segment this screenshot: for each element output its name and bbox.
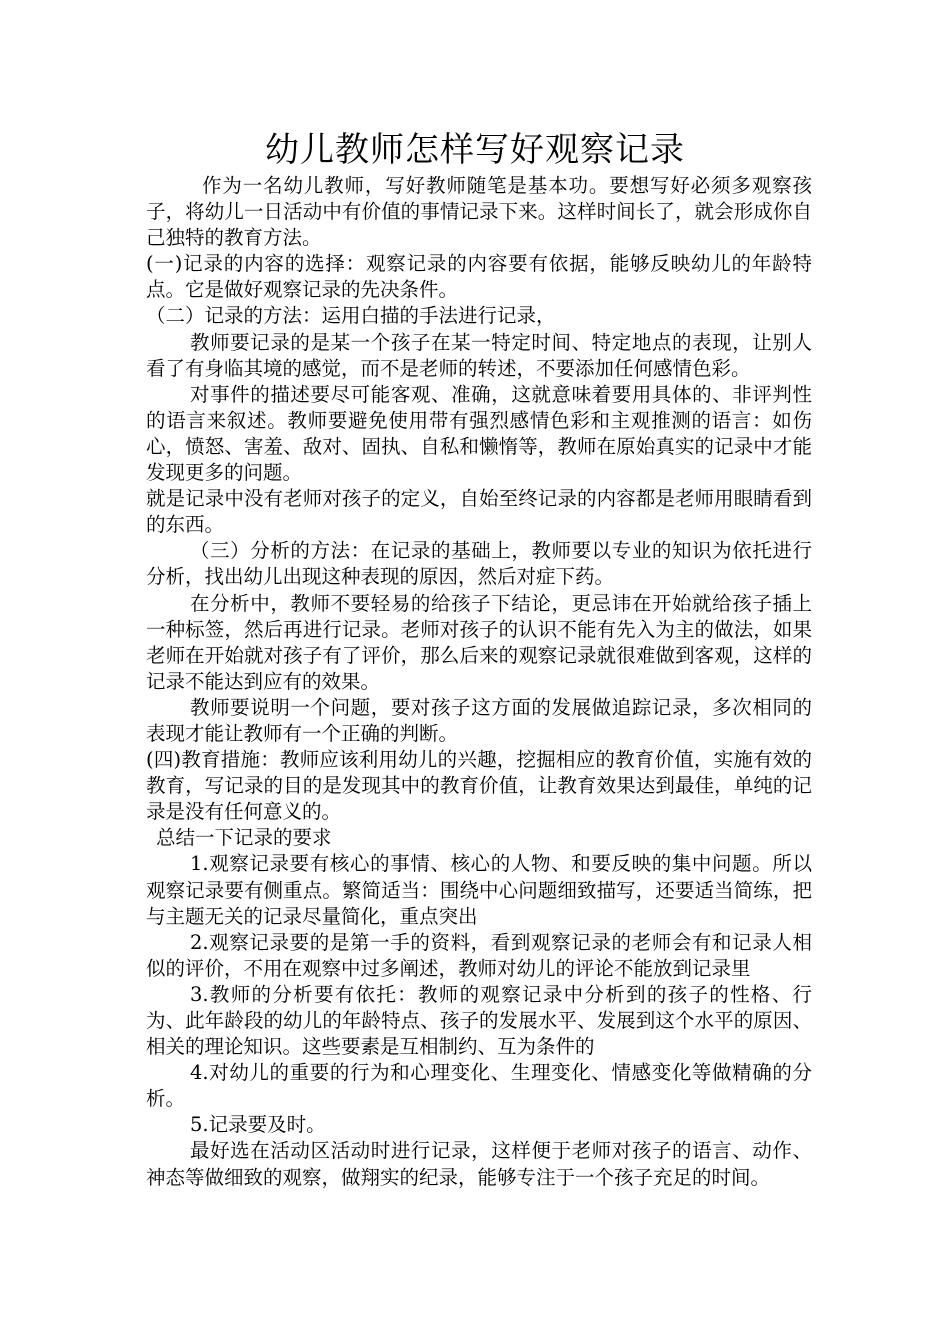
- paragraph-intro: 作为一名幼儿教师，写好教师随笔是基本功。要想写好必须多观察孩子，将幼儿一日活动中有价值的事情记录下来。这样时间长了，就会形成你自己独特的教育方法。: [146, 174, 812, 250]
- paragraph-requirement-4: 4.对幼儿的重要的行为和心理变化、生理变化、情感变化等做精确的分析。: [146, 1061, 812, 1111]
- paragraph-section-2-detail-1: 教师要记录的是某一个孩子在某一特定时间、特定地点的表现，让别人看了有身临其境的感觉，而不是老师的转述，不要添加任何感情色彩。: [146, 330, 812, 380]
- paragraph-requirement-2: 2.观察记录要的是第一手的资料，看到观察记录的老师会有和记录人相似的评价，不用在观察中过多阐述，教师对幼儿的评论不能放到记录里: [146, 930, 812, 980]
- paragraph-section-3: （三）分析的方法：在记录的基础上，教师要以专业的知识为依托进行分析，找出幼儿出现这种表现的原因，然后对症下药。: [146, 539, 812, 589]
- paragraph-summary-heading: 总结一下记录的要求: [156, 826, 332, 850]
- paragraph-requirement-5: 5.记录要及时。: [190, 1113, 326, 1137]
- paragraph-closing: 最好选在活动区活动时进行记录，这样便于老师对孩子的语言、动作、神态等做细致的观察，做翔实的纪录，能够专注于一个孩子充足的时间。: [146, 1139, 812, 1189]
- document-title: 幼儿教师怎样写好观察记录: [265, 130, 685, 170]
- paragraph-section-2-detail-3: 就是记录中没有老师对孩子的定义，自始至终记录的内容都是老师用眼睛看到的东西。: [146, 487, 812, 537]
- paragraph-section-1: (一)记录的内容的选择：观察记录的内容要有依据，能够反映幼儿的年龄特点。它是做好观察记录的先决条件。: [146, 252, 812, 302]
- paragraph-section-3-detail-1: 在分析中，教师不要轻易的给孩子下结论，更忌讳在开始就给孩子插上一种标签，然后再进行记录。老师对孩子的认识不能有先入为主的做法，如果老师在开始就对孩子有了评价，那么后来的观察记录就很难做到客观，这样的记录不能达到应有的效果。: [146, 591, 812, 693]
- paragraph-requirement-3: 3.教师的分析要有依托：教师的观察记录中分析到的孩子的性格、行为、此年龄段的幼儿的年龄特点、孩子的发展水平、发展到这个水平的原因、相关的理论知识。这些要素是互相制约、互为条件的: [146, 982, 812, 1059]
- paragraph-section-2-detail-2: 对事件的描述要尽可能客观、准确，这就意味着要用具体的、非评判性的语言来叙述。教师要避免使用带有强烈感情色彩和主观推测的语言：如伤心，愤怒、害羞、敌对、固执、自私和懒惰等，教师在原始真实的记录中才能发现更多的问题。: [146, 382, 812, 485]
- paragraph-requirement-1: 1.观察记录要有核心的事情、核心的人物、和要反映的集中问题。所以观察记录要有侧重点。繁简适当：围绕中心问题细致描写，还要适当简练，把与主题无关的记录尽量简化，重点突出: [146, 852, 812, 928]
- document-body: [146, 173, 812, 1191]
- paragraph-section-2: （二）记录的方法：运用白描的手法进行记录，: [146, 304, 556, 328]
- paragraph-section-3-detail-2: 教师要说明一个问题，要对孩子这方面的发展做追踪记录，多次相同的表现才能让教师有一个正确的判断。: [146, 695, 812, 745]
- paragraph-section-4: (四)教育措施：教师应该利用幼儿的兴趣，挖掘相应的教育价值，实施有效的教育，写记录的目的是发现其中的教育价值，让教育效果达到最佳，单纯的记录是没有任何意义的。: [146, 748, 812, 824]
